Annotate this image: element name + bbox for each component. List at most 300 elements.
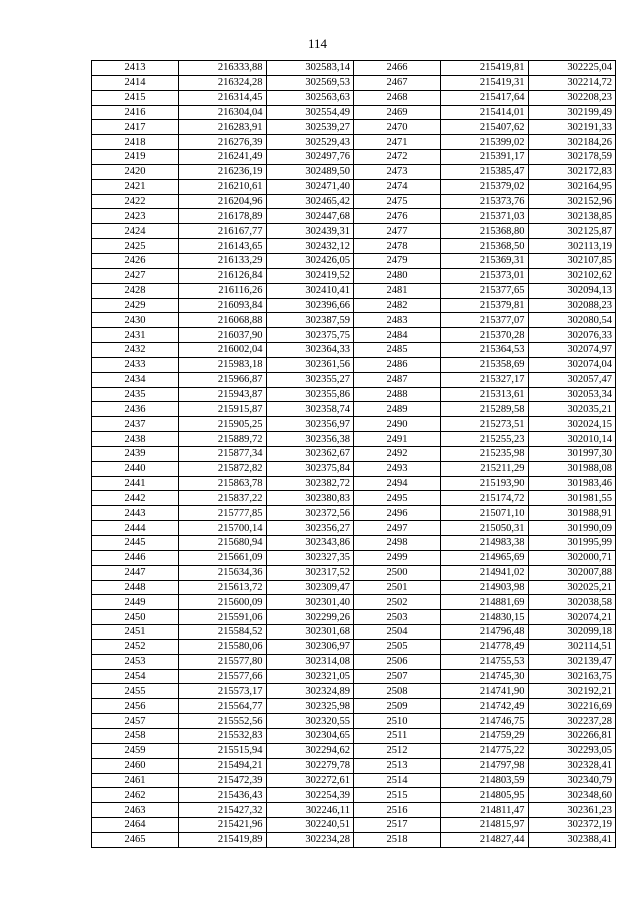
table-row — [92, 135, 616, 150]
y-coordinate-cell: 302074,97 — [528, 343, 616, 358]
y-coordinate-cell: 302539,27 — [266, 120, 354, 135]
y-coordinate-cell: 302074,04 — [528, 357, 616, 372]
point-number-cell: 2470 — [354, 120, 441, 135]
x-coordinate-cell: 215373,01 — [441, 268, 529, 283]
y-coordinate-cell: 302237,28 — [528, 714, 616, 729]
point-number-cell: 2494 — [354, 476, 441, 491]
table-row — [92, 120, 616, 135]
x-coordinate-cell: 214941,02 — [441, 565, 529, 580]
table-row — [92, 461, 616, 476]
y-coordinate-cell: 302053,34 — [528, 387, 616, 402]
x-coordinate-cell: 215573,17 — [179, 684, 267, 699]
point-number-cell: 2462 — [92, 788, 179, 803]
page-number: 114 — [307, 36, 328, 51]
x-coordinate-cell: 215577,80 — [179, 654, 267, 669]
table-row — [92, 654, 616, 669]
y-coordinate-cell: 302328,41 — [528, 758, 616, 773]
y-coordinate-cell: 302361,56 — [266, 357, 354, 372]
y-coordinate-cell: 302266,81 — [528, 728, 616, 743]
x-coordinate-cell: 215915,87 — [179, 402, 267, 417]
point-number-cell: 2505 — [354, 639, 441, 654]
x-coordinate-cell: 215358,69 — [441, 357, 529, 372]
y-coordinate-cell: 302355,27 — [266, 372, 354, 387]
y-coordinate-cell: 301981,55 — [528, 491, 616, 506]
x-coordinate-cell: 214811,47 — [441, 803, 529, 818]
x-coordinate-cell: 215313,61 — [441, 387, 529, 402]
y-coordinate-cell: 302388,41 — [528, 832, 616, 847]
x-coordinate-cell: 216236,19 — [179, 164, 267, 179]
y-coordinate-cell: 302010,14 — [528, 432, 616, 447]
point-number-cell: 2465 — [92, 832, 179, 847]
y-coordinate-cell: 302356,38 — [266, 432, 354, 447]
point-number-cell: 2449 — [92, 595, 179, 610]
x-coordinate-cell: 215071,10 — [441, 506, 529, 521]
point-number-cell: 2477 — [354, 224, 441, 239]
point-number-cell: 2504 — [354, 625, 441, 640]
x-coordinate-cell: 215385,47 — [441, 164, 529, 179]
point-number-cell: 2453 — [92, 654, 179, 669]
y-coordinate-cell: 302301,40 — [266, 595, 354, 610]
y-coordinate-cell: 302094,13 — [528, 283, 616, 298]
point-number-cell: 2491 — [354, 432, 441, 447]
y-coordinate-cell: 302240,51 — [266, 818, 354, 833]
y-coordinate-cell: 302294,62 — [266, 743, 354, 758]
point-number-cell: 2475 — [354, 194, 441, 209]
y-coordinate-cell: 302025,21 — [528, 580, 616, 595]
x-coordinate-cell: 214755,53 — [441, 654, 529, 669]
y-coordinate-cell: 302254,39 — [266, 788, 354, 803]
point-number-cell: 2437 — [92, 417, 179, 432]
x-coordinate-cell: 215661,09 — [179, 550, 267, 565]
x-coordinate-cell: 215417,64 — [441, 90, 529, 105]
y-coordinate-cell: 301988,91 — [528, 506, 616, 521]
x-coordinate-cell: 216126,84 — [179, 268, 267, 283]
point-number-cell: 2516 — [354, 803, 441, 818]
table-row — [92, 684, 616, 699]
y-coordinate-cell: 302325,98 — [266, 699, 354, 714]
point-number-cell: 2514 — [354, 773, 441, 788]
table-row — [92, 224, 616, 239]
table-row — [92, 298, 616, 313]
table-row — [92, 743, 616, 758]
y-coordinate-cell: 302088,23 — [528, 298, 616, 313]
x-coordinate-cell: 214827,44 — [441, 832, 529, 847]
y-coordinate-cell: 302000,71 — [528, 550, 616, 565]
point-number-cell: 2510 — [354, 714, 441, 729]
x-coordinate-cell: 215377,07 — [441, 313, 529, 328]
x-coordinate-cell: 214759,29 — [441, 728, 529, 743]
y-coordinate-cell: 302356,27 — [266, 521, 354, 536]
y-coordinate-cell: 302583,14 — [266, 61, 354, 76]
point-number-cell: 2502 — [354, 595, 441, 610]
y-coordinate-cell: 302272,61 — [266, 773, 354, 788]
y-coordinate-cell: 302465,42 — [266, 194, 354, 209]
point-number-cell: 2422 — [92, 194, 179, 209]
y-coordinate-cell: 302199,49 — [528, 105, 616, 120]
point-number-cell: 2476 — [354, 209, 441, 224]
point-number-cell: 2446 — [92, 550, 179, 565]
point-number-cell: 2420 — [92, 164, 179, 179]
y-coordinate-cell: 302304,65 — [266, 728, 354, 743]
y-coordinate-cell: 302038,58 — [528, 595, 616, 610]
point-number-cell: 2450 — [92, 610, 179, 625]
table-row — [92, 832, 616, 847]
point-number-cell: 2434 — [92, 372, 179, 387]
x-coordinate-cell: 215872,82 — [179, 461, 267, 476]
point-number-cell: 2495 — [354, 491, 441, 506]
point-number-cell: 2444 — [92, 521, 179, 536]
y-coordinate-cell: 302563,63 — [266, 90, 354, 105]
point-number-cell: 2496 — [354, 506, 441, 521]
y-coordinate-cell: 302299,26 — [266, 610, 354, 625]
table-row — [92, 402, 616, 417]
y-coordinate-cell: 302321,05 — [266, 669, 354, 684]
point-number-cell: 2484 — [354, 328, 441, 343]
y-coordinate-cell: 302410,41 — [266, 283, 354, 298]
x-coordinate-cell: 215368,80 — [441, 224, 529, 239]
x-coordinate-cell: 214796,48 — [441, 625, 529, 640]
coordinates-table — [91, 60, 616, 848]
table-row — [92, 625, 616, 640]
x-coordinate-cell: 215379,81 — [441, 298, 529, 313]
y-coordinate-cell: 302439,31 — [266, 224, 354, 239]
point-number-cell: 2447 — [92, 565, 179, 580]
point-number-cell: 2483 — [354, 313, 441, 328]
y-coordinate-cell: 302279,78 — [266, 758, 354, 773]
x-coordinate-cell: 214797,98 — [441, 758, 529, 773]
point-number-cell: 2415 — [92, 90, 179, 105]
point-number-cell: 2440 — [92, 461, 179, 476]
point-number-cell: 2460 — [92, 758, 179, 773]
y-coordinate-cell: 301983,46 — [528, 476, 616, 491]
x-coordinate-cell: 215515,94 — [179, 743, 267, 758]
point-number-cell: 2497 — [354, 521, 441, 536]
point-number-cell: 2512 — [354, 743, 441, 758]
x-coordinate-cell: 214741,90 — [441, 684, 529, 699]
y-coordinate-cell: 302372,19 — [528, 818, 616, 833]
x-coordinate-cell: 215419,31 — [441, 75, 529, 90]
point-number-cell: 2466 — [354, 61, 441, 76]
x-coordinate-cell: 215289,58 — [441, 402, 529, 417]
x-coordinate-cell: 216178,89 — [179, 209, 267, 224]
point-number-cell: 2486 — [354, 357, 441, 372]
table-row — [92, 550, 616, 565]
x-coordinate-cell: 214746,75 — [441, 714, 529, 729]
point-number-cell: 2501 — [354, 580, 441, 595]
table-row — [92, 209, 616, 224]
x-coordinate-cell: 215370,28 — [441, 328, 529, 343]
table-row — [92, 387, 616, 402]
y-coordinate-cell: 302375,75 — [266, 328, 354, 343]
table-row — [92, 803, 616, 818]
y-coordinate-cell: 302164,95 — [528, 179, 616, 194]
x-coordinate-cell: 215364,53 — [441, 343, 529, 358]
x-coordinate-cell: 215905,25 — [179, 417, 267, 432]
x-coordinate-cell: 215591,06 — [179, 610, 267, 625]
x-coordinate-cell: 215193,90 — [441, 476, 529, 491]
y-coordinate-cell: 302138,85 — [528, 209, 616, 224]
table-row — [92, 417, 616, 432]
table-row — [92, 773, 616, 788]
x-coordinate-cell: 214815,97 — [441, 818, 529, 833]
table-row — [92, 150, 616, 165]
x-coordinate-cell: 216333,88 — [179, 61, 267, 76]
x-coordinate-cell: 216204,96 — [179, 194, 267, 209]
point-number-cell: 2506 — [354, 654, 441, 669]
y-coordinate-cell: 302178,59 — [528, 150, 616, 165]
x-coordinate-cell: 215966,87 — [179, 372, 267, 387]
point-number-cell: 2427 — [92, 268, 179, 283]
table-row — [92, 728, 616, 743]
point-number-cell: 2463 — [92, 803, 179, 818]
table-row — [92, 372, 616, 387]
table-row — [92, 758, 616, 773]
table-row — [92, 313, 616, 328]
table-row — [92, 90, 616, 105]
point-number-cell: 2423 — [92, 209, 179, 224]
point-number-cell: 2469 — [354, 105, 441, 120]
point-number-cell: 2474 — [354, 179, 441, 194]
x-coordinate-cell: 215472,39 — [179, 773, 267, 788]
x-coordinate-cell: 215634,36 — [179, 565, 267, 580]
point-number-cell: 2429 — [92, 298, 179, 313]
y-coordinate-cell: 302107,85 — [528, 253, 616, 268]
y-coordinate-cell: 302208,23 — [528, 90, 616, 105]
y-coordinate-cell: 301995,99 — [528, 536, 616, 551]
point-number-cell: 2418 — [92, 135, 179, 150]
point-number-cell: 2459 — [92, 743, 179, 758]
y-coordinate-cell: 302076,33 — [528, 328, 616, 343]
point-number-cell: 2492 — [354, 446, 441, 461]
point-number-cell: 2515 — [354, 788, 441, 803]
point-number-cell: 2480 — [354, 268, 441, 283]
point-number-cell: 2454 — [92, 669, 179, 684]
x-coordinate-cell: 214881,69 — [441, 595, 529, 610]
y-coordinate-cell: 302320,55 — [266, 714, 354, 729]
x-coordinate-cell: 216037,90 — [179, 328, 267, 343]
point-number-cell: 2457 — [92, 714, 179, 729]
x-coordinate-cell: 215580,06 — [179, 639, 267, 654]
y-coordinate-cell: 302396,66 — [266, 298, 354, 313]
point-number-cell: 2439 — [92, 446, 179, 461]
point-number-cell: 2414 — [92, 75, 179, 90]
y-coordinate-cell: 302234,28 — [266, 832, 354, 847]
y-coordinate-cell: 302419,52 — [266, 268, 354, 283]
x-coordinate-cell: 215327,17 — [441, 372, 529, 387]
y-coordinate-cell: 302356,97 — [266, 417, 354, 432]
y-coordinate-cell: 302139,47 — [528, 654, 616, 669]
x-coordinate-cell: 215613,72 — [179, 580, 267, 595]
x-coordinate-cell: 215427,32 — [179, 803, 267, 818]
x-coordinate-cell: 215680,94 — [179, 536, 267, 551]
x-coordinate-cell: 215273,51 — [441, 417, 529, 432]
x-coordinate-cell: 215983,18 — [179, 357, 267, 372]
point-number-cell: 2456 — [92, 699, 179, 714]
y-coordinate-cell: 302327,35 — [266, 550, 354, 565]
point-number-cell: 2461 — [92, 773, 179, 788]
table-row — [92, 446, 616, 461]
x-coordinate-cell: 215777,85 — [179, 506, 267, 521]
x-coordinate-cell: 215377,65 — [441, 283, 529, 298]
x-coordinate-cell: 216283,91 — [179, 120, 267, 135]
y-coordinate-cell: 302569,53 — [266, 75, 354, 90]
y-coordinate-cell: 302314,08 — [266, 654, 354, 669]
y-coordinate-cell: 302007,88 — [528, 565, 616, 580]
point-number-cell: 2430 — [92, 313, 179, 328]
x-coordinate-cell: 216304,04 — [179, 105, 267, 120]
table-row — [92, 75, 616, 90]
point-number-cell: 2509 — [354, 699, 441, 714]
point-number-cell: 2485 — [354, 343, 441, 358]
y-coordinate-cell: 302358,74 — [266, 402, 354, 417]
x-coordinate-cell: 214805,95 — [441, 788, 529, 803]
x-coordinate-cell: 215211,29 — [441, 461, 529, 476]
x-coordinate-cell: 215371,03 — [441, 209, 529, 224]
x-coordinate-cell: 214965,69 — [441, 550, 529, 565]
table-row — [92, 491, 616, 506]
table-row — [92, 61, 616, 76]
x-coordinate-cell: 215552,56 — [179, 714, 267, 729]
x-coordinate-cell: 214803,59 — [441, 773, 529, 788]
point-number-cell: 2425 — [92, 239, 179, 254]
point-number-cell: 2479 — [354, 253, 441, 268]
table-row — [92, 669, 616, 684]
y-coordinate-cell: 302340,79 — [528, 773, 616, 788]
point-number-cell: 2458 — [92, 728, 179, 743]
x-coordinate-cell: 216241,49 — [179, 150, 267, 165]
table-row — [92, 343, 616, 358]
x-coordinate-cell: 215235,98 — [441, 446, 529, 461]
table-row — [92, 699, 616, 714]
x-coordinate-cell: 214983,38 — [441, 536, 529, 551]
table-row — [92, 283, 616, 298]
y-coordinate-cell: 301988,08 — [528, 461, 616, 476]
point-number-cell: 2493 — [354, 461, 441, 476]
table-row — [92, 506, 616, 521]
point-number-cell: 2451 — [92, 625, 179, 640]
point-number-cell: 2472 — [354, 150, 441, 165]
x-coordinate-cell: 215379,02 — [441, 179, 529, 194]
point-number-cell: 2468 — [354, 90, 441, 105]
x-coordinate-cell: 215943,87 — [179, 387, 267, 402]
x-coordinate-cell: 215700,14 — [179, 521, 267, 536]
y-coordinate-cell: 302246,11 — [266, 803, 354, 818]
x-coordinate-cell: 215368,50 — [441, 239, 529, 254]
table-row — [92, 194, 616, 209]
y-coordinate-cell: 302184,26 — [528, 135, 616, 150]
y-coordinate-cell: 302216,69 — [528, 699, 616, 714]
x-coordinate-cell: 214775,22 — [441, 743, 529, 758]
y-coordinate-cell: 302057,47 — [528, 372, 616, 387]
x-coordinate-cell: 215584,52 — [179, 625, 267, 640]
y-coordinate-cell: 302293,05 — [528, 743, 616, 758]
point-number-cell: 2518 — [354, 832, 441, 847]
table-row — [92, 610, 616, 625]
y-coordinate-cell: 302102,62 — [528, 268, 616, 283]
point-number-cell: 2442 — [92, 491, 179, 506]
point-number-cell: 2443 — [92, 506, 179, 521]
y-coordinate-cell: 302372,56 — [266, 506, 354, 521]
x-coordinate-cell: 215174,72 — [441, 491, 529, 506]
x-coordinate-cell: 215373,76 — [441, 194, 529, 209]
point-number-cell: 2416 — [92, 105, 179, 120]
point-number-cell: 2478 — [354, 239, 441, 254]
point-number-cell: 2441 — [92, 476, 179, 491]
x-coordinate-cell: 214778,49 — [441, 639, 529, 654]
table-row — [92, 580, 616, 595]
x-coordinate-cell: 216314,45 — [179, 90, 267, 105]
point-number-cell: 2500 — [354, 565, 441, 580]
point-number-cell: 2448 — [92, 580, 179, 595]
y-coordinate-cell: 302024,15 — [528, 417, 616, 432]
x-coordinate-cell: 216210,61 — [179, 179, 267, 194]
x-coordinate-cell: 214903,98 — [441, 580, 529, 595]
table-row — [92, 179, 616, 194]
y-coordinate-cell: 302497,76 — [266, 150, 354, 165]
x-coordinate-cell: 216093,84 — [179, 298, 267, 313]
x-coordinate-cell: 215414,01 — [441, 105, 529, 120]
point-number-cell: 2511 — [354, 728, 441, 743]
x-coordinate-cell: 215369,31 — [441, 253, 529, 268]
table-row — [92, 476, 616, 491]
x-coordinate-cell: 215419,81 — [441, 61, 529, 76]
x-coordinate-cell: 215419,89 — [179, 832, 267, 847]
y-coordinate-cell: 302214,72 — [528, 75, 616, 90]
table-row — [92, 105, 616, 120]
point-number-cell: 2413 — [92, 61, 179, 76]
point-number-cell: 2438 — [92, 432, 179, 447]
y-coordinate-cell: 302380,83 — [266, 491, 354, 506]
y-coordinate-cell: 302035,21 — [528, 402, 616, 417]
y-coordinate-cell: 302192,21 — [528, 684, 616, 699]
x-coordinate-cell: 215889,72 — [179, 432, 267, 447]
point-number-cell: 2482 — [354, 298, 441, 313]
table-row — [92, 328, 616, 343]
point-number-cell: 2507 — [354, 669, 441, 684]
coordinates-table-body — [92, 61, 616, 848]
y-coordinate-cell: 302301,68 — [266, 625, 354, 640]
x-coordinate-cell: 216324,28 — [179, 75, 267, 90]
y-coordinate-cell: 302099,18 — [528, 625, 616, 640]
y-coordinate-cell: 302152,96 — [528, 194, 616, 209]
y-coordinate-cell: 302489,50 — [266, 164, 354, 179]
point-number-cell: 2473 — [354, 164, 441, 179]
y-coordinate-cell: 302447,68 — [266, 209, 354, 224]
point-number-cell: 2435 — [92, 387, 179, 402]
y-coordinate-cell: 302471,40 — [266, 179, 354, 194]
y-coordinate-cell: 302554,49 — [266, 105, 354, 120]
y-coordinate-cell: 302163,75 — [528, 669, 616, 684]
x-coordinate-cell: 215407,62 — [441, 120, 529, 135]
x-coordinate-cell: 214745,30 — [441, 669, 529, 684]
x-coordinate-cell: 216002,04 — [179, 343, 267, 358]
y-coordinate-cell: 302114,51 — [528, 639, 616, 654]
point-number-cell: 2508 — [354, 684, 441, 699]
x-coordinate-cell: 216167,77 — [179, 224, 267, 239]
table-row — [92, 536, 616, 551]
x-coordinate-cell: 215877,34 — [179, 446, 267, 461]
y-coordinate-cell: 302309,47 — [266, 580, 354, 595]
table-row — [92, 565, 616, 580]
x-coordinate-cell: 214830,15 — [441, 610, 529, 625]
y-coordinate-cell: 302113,19 — [528, 239, 616, 254]
y-coordinate-cell: 302225,04 — [528, 61, 616, 76]
x-coordinate-cell: 216143,65 — [179, 239, 267, 254]
point-number-cell: 2417 — [92, 120, 179, 135]
x-coordinate-cell: 215532,83 — [179, 728, 267, 743]
y-coordinate-cell: 302080,54 — [528, 313, 616, 328]
y-coordinate-cell: 302426,05 — [266, 253, 354, 268]
